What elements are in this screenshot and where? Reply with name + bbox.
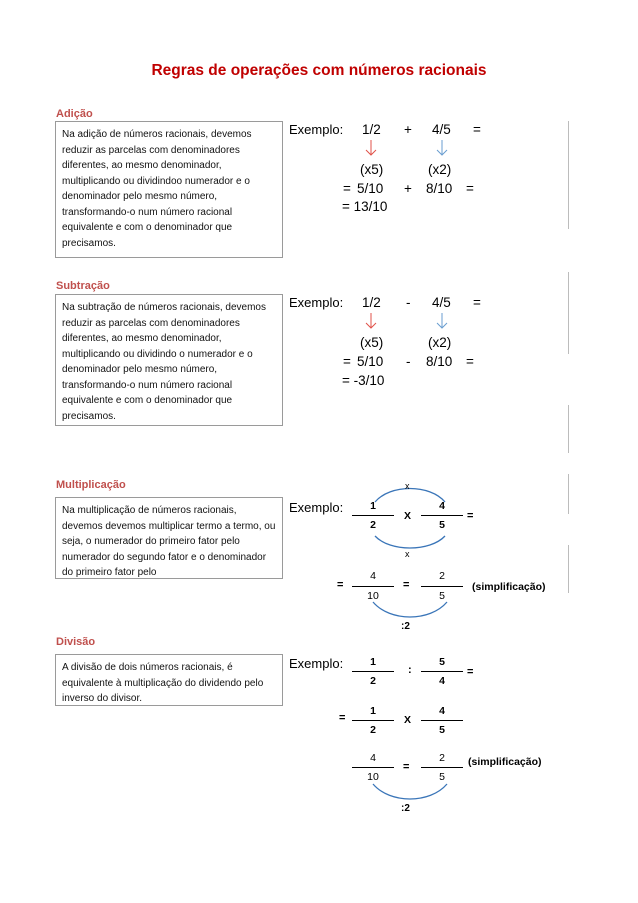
divisao-r2-num: 2 [439,752,445,764]
fraction-bar [352,671,394,672]
adicao-example-label: Exemplo: [289,122,344,137]
fraction-bar [421,515,463,516]
subtracao-explanation: Na subtração de números racionais, devemos reduzir as parcelas com denominadores diferentes, ao mesmo denominador, multiplicando ou dividindo o numerador e o denominador pelo mesmo número, transformando-o num número racional equivalente e com o denominador que precisamos. [55,294,283,426]
divisao-r1-den: 10 [367,771,379,783]
divisao-f1-den: 2 [370,675,376,687]
adicao-operator-2: + [404,181,412,196]
margin-line [568,474,569,514]
multiplicacao-f1-num: 1 [370,500,376,512]
multiplicacao-x-bot: x [405,549,410,559]
adicao-operator: + [404,122,412,137]
multiplicacao-equals-2: = [337,579,344,591]
multiplicacao-example-label: Exemplo: [289,500,344,515]
margin-line [568,272,569,354]
fraction-bar [352,720,394,721]
adicao-equals-2: = [343,181,351,196]
subtracao-mult1: (x5) [360,335,384,350]
divisao-r1-num: 4 [370,752,376,764]
divisao-simplificacao: (simplificação) [468,756,542,768]
multiplicacao-simplify-arc [355,600,465,624]
adicao-explanation: Na adição de números racionais, devemos reduzir as parcelas com denominadores diferentes, ao mesmo denominador, multiplicando ou dividindoo numerador e o denominador pelo mesmo número, transformando-o num número racional equivalente e com o denominador que precisamos. [55,121,283,258]
divisao-example-label: Exemplo: [289,656,344,671]
subtracao-operator-2: - [406,354,411,369]
fraction-bar [421,767,463,768]
fraction-bar [421,671,463,672]
divisao-g1-den: 2 [370,724,376,736]
heading-multiplicacao: Multiplicação [56,479,126,491]
heading-adicao: Adição [56,108,93,120]
multiplicacao-r2-den: 5 [439,590,445,602]
divisao-simplify-arc [355,782,465,806]
subtracao-arrows [362,312,462,332]
multiplicacao-f1-den: 2 [370,519,376,531]
fraction-bar [421,720,463,721]
multiplicacao-x-mid: X [404,510,412,522]
adicao-final: = 13/10 [342,199,388,214]
divisao-explanation: A divisão de dois números racionais, é equivalente à multiplicação do dividendo pelo inverso do divisor. [55,654,283,706]
multiplicacao-equals-3: = [403,579,410,591]
page-title: Regras de operações com números racionais [151,62,487,79]
divisao-x-mid: X [404,714,412,726]
subtracao-frac2: 4/5 [432,295,451,310]
heading-divisao: Divisão [56,636,96,648]
multiplicacao-r2-num: 2 [439,570,445,582]
multiplicacao-f2-den: 5 [439,519,445,531]
divisao-f2-num: 5 [439,656,445,668]
subtracao-frac1: 1/2 [362,295,381,310]
divisao-r2-den: 5 [439,771,445,783]
margin-line [568,545,569,593]
subtracao-result1: 5/10 [357,354,384,369]
adicao-frac2: 4/5 [432,122,451,137]
divisao-f1-num: 1 [370,656,376,668]
subtracao-mult2: (x2) [428,335,452,350]
adicao-mult1: (x5) [360,162,384,177]
fraction-bar [352,515,394,516]
divisao-equals: = [467,666,474,678]
divisao-equals-2: = [339,712,346,724]
divisao-g2-den: 5 [439,724,445,736]
multiplicacao-equals: = [467,510,474,522]
multiplicacao-div: :2 [401,621,410,632]
fraction-bar [421,586,463,587]
multiplicacao-explanation: Na multiplicação de números racionais, devemos devemos multiplicar termo a termo, ou seja, o numerador do primeiro fator pelo numerador do segundo fator e o denominador do primeiro fator pelo [55,497,283,579]
adicao-frac1: 1/2 [362,122,381,137]
multiplicacao-x-top: x [405,481,410,491]
adicao-arrows [362,139,462,159]
subtracao-operator: - [406,295,411,310]
adicao-mult2: (x2) [428,162,452,177]
margin-line [568,405,569,453]
adicao-equals: = [473,122,481,137]
adicao-equals-3: = [466,181,474,196]
heading-subtracao: Subtração [56,280,110,292]
divisao-f2-den: 4 [439,675,445,687]
divisao-g1-num: 1 [370,705,376,717]
adicao-result2: 8/10 [426,181,453,196]
subtracao-final: = -3/10 [342,373,385,388]
multiplicacao-f2-num: 4 [439,500,445,512]
multiplicacao-simplificacao: (simplificação) [472,581,546,593]
multiplicacao-r1-den: 10 [367,590,379,602]
divisao-g2-num: 4 [439,705,445,717]
subtracao-equals-3: = [466,354,474,369]
divisao-div: :2 [401,803,410,814]
subtracao-result2: 8/10 [426,354,453,369]
subtracao-equals-2: = [343,354,351,369]
multiplicacao-r1-num: 4 [370,570,376,582]
subtracao-equals: = [473,295,481,310]
fraction-bar [352,586,394,587]
divisao-colon: : [408,664,412,676]
margin-line [568,121,569,229]
divisao-equals-3: = [403,761,410,773]
adicao-result1: 5/10 [357,181,384,196]
fraction-bar [352,767,394,768]
subtracao-example-label: Exemplo: [289,295,344,310]
